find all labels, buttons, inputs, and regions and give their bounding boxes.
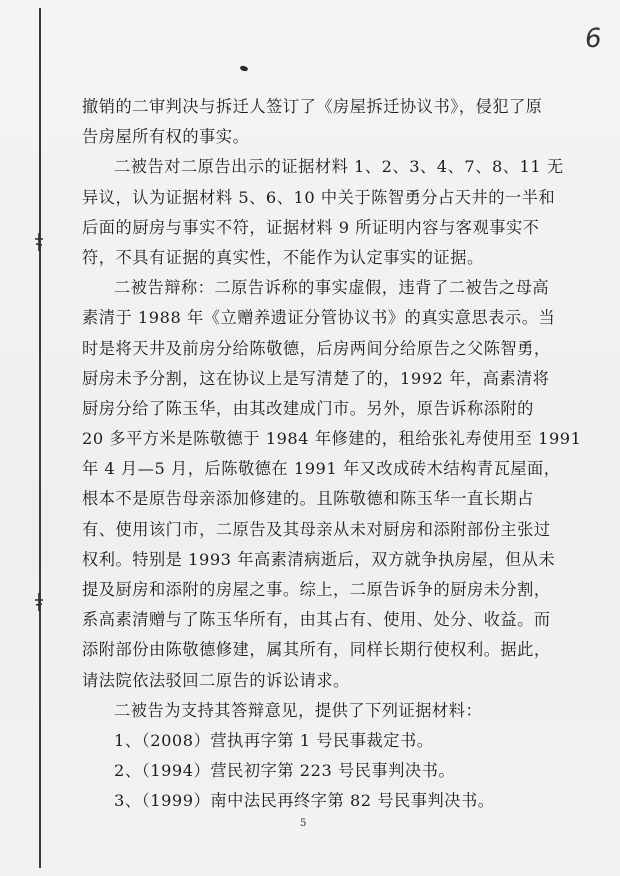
- text-line: 告房屋所有权的事实。: [82, 127, 250, 147]
- document-body: [82, 92, 582, 817]
- text-line: 年 4 月—5 月，后陈敬德在 1991 年又改成砖木结构青瓦屋面，: [82, 459, 561, 479]
- handwritten-page-mark: 6: [583, 23, 603, 55]
- page-number: 5: [300, 818, 307, 829]
- text-line: 二被告为支持其答辩意见，提供了下列证据材料：: [114, 700, 483, 720]
- text-line: 素清于 1988 年《立赠养遗证分管协议书》的真实意思表示。当: [82, 308, 556, 328]
- text-line: 二被告辩称：二原告诉称的事实虚假，违背了二被告之母高: [114, 278, 550, 298]
- binding-line: [39, 8, 41, 868]
- text-line: 有、使用该门市，二原告及其母亲从未对厨房和添附部份主张过: [82, 519, 551, 539]
- text-line: 3、（1999）南中法民再终字第 82 号民事判决书。: [114, 791, 495, 811]
- text-line: 20 多平方米是陈敬德于 1984 年修建的，租给张礼寿使用至 1991: [82, 429, 582, 449]
- staple-icon: [33, 232, 45, 252]
- text-line: 提及厨房和添附的房屋之事。综上，二原告诉争的厨房未分割，: [82, 580, 551, 599]
- text-line: 异议，认为证据材料 5、6、10 中关于陈智勇分占天井的一半和: [82, 187, 556, 207]
- text-line: 二被告对二原告出示的证据材料 1、2、3、4、7、8、11 无: [114, 157, 564, 177]
- text-line: 1、（2008）营执再字第 1 号民事裁定书。: [114, 730, 434, 750]
- text-line: 厨房分给了陈玉华，由其改建成门市。另外，原告诉称添附的: [82, 398, 534, 418]
- text-line: 权利。特别是 1993 年高素清病逝后，双方就争执房屋，但从未: [82, 549, 556, 569]
- text-line: 添附部份由陈敬德修建，属其所有，同样长期行使权利。据此，: [82, 640, 551, 660]
- staple-icon: [33, 592, 45, 612]
- text-line: 请法院依法驳回二原告的诉讼请求。: [82, 670, 350, 690]
- text-line: 后面的厨房与事实不符，证据材料 9 所证明内容与客观事实不: [82, 217, 540, 237]
- text-line: 系高素清赠与了陈玉华所有，由其占有、使用、处分、收益。而: [82, 610, 551, 630]
- text-line: 2、（1994）营民初字第 223 号民事判决书。: [114, 761, 456, 781]
- text-line: 根本不是原告母亲添加修建的。且陈敬德和陈玉华一直长期占: [82, 489, 534, 509]
- text-line: 符，不具有证据的真实性，不能作为认定事实的证据。: [82, 247, 484, 267]
- text-line: 撤销的二审判决与拆迁人签订了《房屋拆迁协议书》，侵犯了原: [82, 97, 543, 116]
- text-line: 时是将天井及前房分给陈敬德，后房两间分给原告之父陈智勇，: [82, 338, 551, 358]
- text-line: 厨房未予分割，这在协议上是写清楚了的，1992 年，高素清将: [82, 368, 550, 388]
